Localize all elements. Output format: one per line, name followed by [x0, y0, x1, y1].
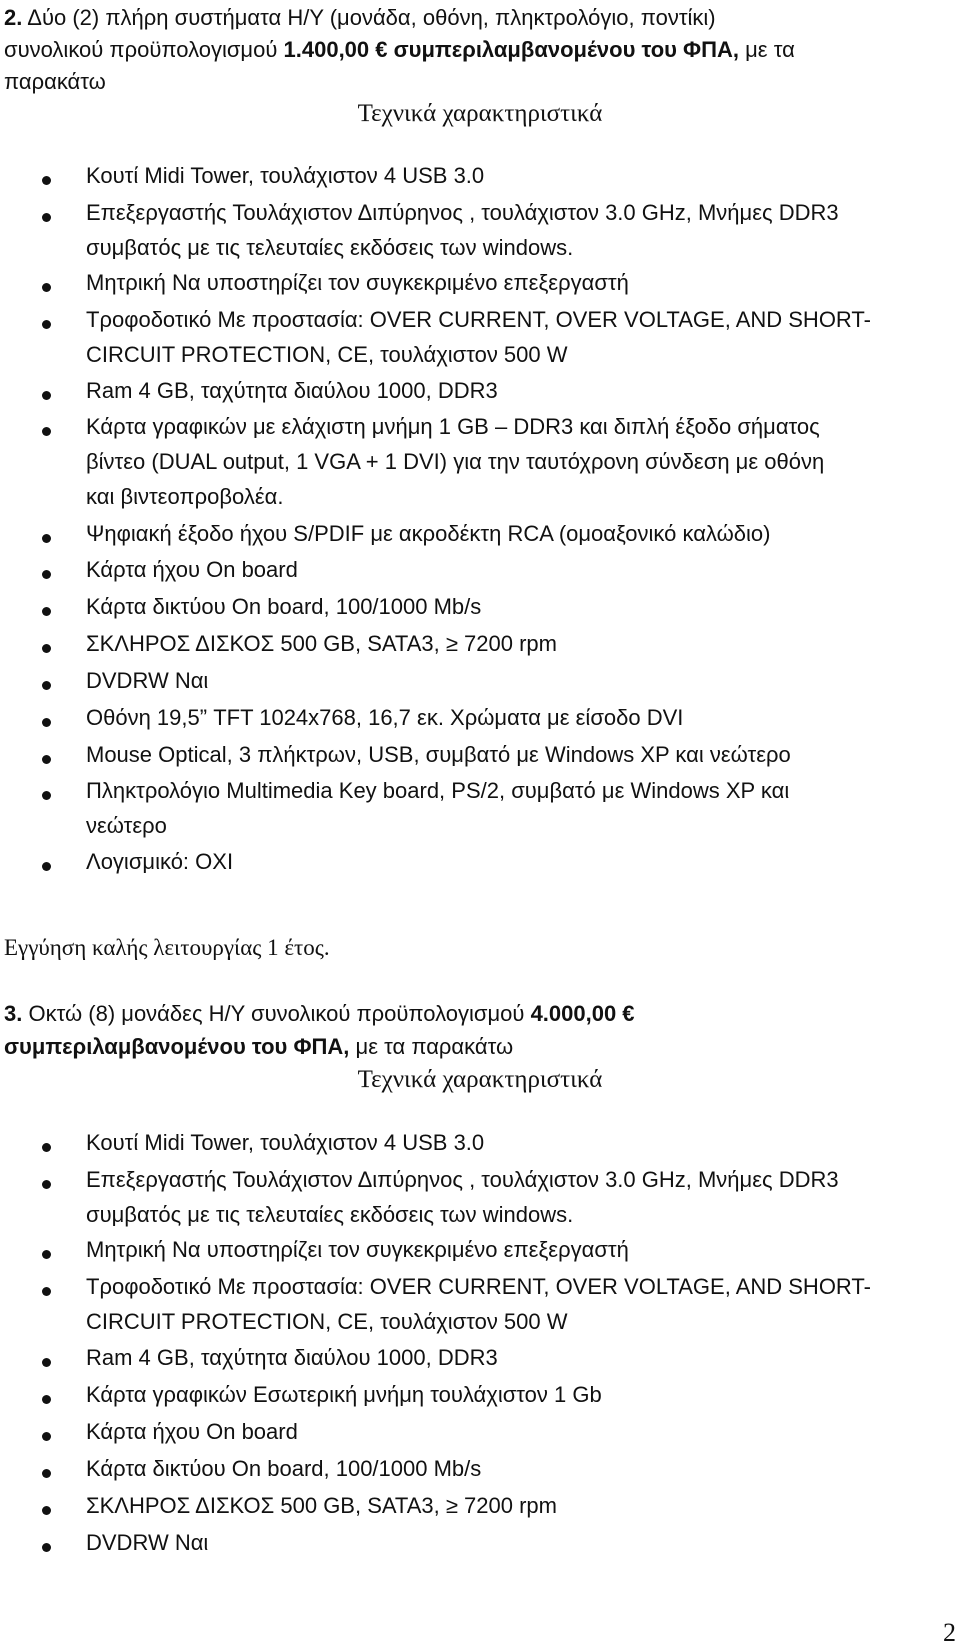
bullet-icon: [42, 1506, 51, 1515]
section3-budget-line: [4, 1031, 513, 1063]
bullet-icon: [42, 1469, 51, 1478]
section2-intro: Δύο (2) πλήρη συστήματα Η/Υ (μονάδα, οθόνη, πληκτρολόγιο, ποντίκι): [27, 5, 716, 30]
bullet-icon: [42, 644, 51, 653]
section2-heading: Τεχνικά χαρακτηριστικά: [357, 100, 603, 127]
section2-item: Πληκτρολόγιο Multimedia Key board, PS/2, συμβατό με Windows XP και: [86, 778, 790, 803]
bullet-icon: [42, 1543, 51, 1552]
bullet-icon: [42, 718, 51, 727]
bullet-icon: [42, 283, 51, 292]
bullet-icon: [42, 755, 51, 764]
section3-item: Κάρτα δικτύου On board, 100/1000 Mb/s: [86, 1456, 482, 1481]
section2-item-continuation: βίντεο (DUAL output, 1 VGA + 1 DVI) για την ταυτόχρονη σύνδεση με οθόνη: [86, 449, 825, 474]
section2-item: Ψηφιακή έξοδο ήχου S/PDIF με ακροδέκτη RCA (ομοαξονικό καλώδιο): [86, 521, 771, 546]
section3-budget-bold: συμπεριλαμβανομένου του ΦΠΑ,: [4, 1034, 350, 1059]
bullet-icon: [42, 1287, 51, 1296]
section3-budget-amount: 4.000,00 €: [530, 1001, 635, 1026]
section2-item: Κάρτα δικτύου On board, 100/1000 Mb/s: [86, 594, 482, 619]
bullet-icon: [42, 391, 51, 400]
section2-budget-amount: 1.400,00 € συμπεριλαμβανομένου του ΦΠΑ,: [283, 37, 739, 62]
section2-budget-prefix: συνολικού προϋπολογισμού: [4, 37, 278, 62]
section2-item: DVDRW Ναι: [86, 668, 209, 693]
bullet-icon: [42, 862, 51, 871]
section3-item: Τροφοδοτικό Με προστασία: OVER CURRENT, OVER VOLTAGE, AND SHORT-: [86, 1274, 871, 1299]
section2-item: Κάρτα ήχου On board: [86, 557, 298, 582]
section2-tail: παρακάτω: [4, 69, 106, 94]
section3-number: 3.: [4, 1001, 23, 1026]
bullet-icon: [42, 1395, 51, 1404]
section2-item: ΣΚΛΗΡΟΣ ΔΙΣΚΟΣ 500 GB, SATA3, ≥ 7200 rpm: [86, 631, 557, 656]
section2-item: Κουτί Midi Tower, τουλάχιστον 4 USB 3.0: [86, 163, 485, 188]
section2-number: 2.: [4, 5, 23, 30]
section2-budget-line: [4, 34, 795, 66]
bullet-icon: [42, 176, 51, 185]
bullet-icon: [42, 1180, 51, 1189]
section3-item: ΣΚΛΗΡΟΣ ΔΙΣΚΟΣ 500 GB, SATA3, ≥ 7200 rpm: [86, 1493, 557, 1518]
section3-heading: Τεχνικά χαρακτηριστικά: [357, 1066, 603, 1093]
section3-item-continuation: συμβατός με τις τελευταίες εκδόσεις των windows.: [86, 1202, 574, 1227]
bullet-icon: [42, 570, 51, 579]
section3-item: Ram 4 GB, ταχύτητα διαύλου 1000, DDR3: [86, 1345, 498, 1370]
section2-item: Λογισμικό: ΟΧΙ: [86, 849, 234, 874]
bullet-icon: [42, 607, 51, 616]
page-number: 2: [943, 1618, 956, 1647]
bullet-icon: [42, 1358, 51, 1367]
section3-item: Κάρτα γραφικών Εσωτερική μνήμη τουλάχιστον 1 Gb: [86, 1382, 602, 1407]
section3-intro-line: [4, 998, 635, 1030]
section2-item-continuation: CIRCUIT PROTECTION, CE, τουλάχιστον 500 W: [86, 342, 568, 367]
section2-item: Μητρική Να υποστηρίζει τον συγκεκριμένο επεξεργαστή: [86, 270, 629, 295]
section2-item: Ram 4 GB, ταχύτητα διαύλου 1000, DDR3: [86, 378, 498, 403]
bullet-icon: [42, 320, 51, 329]
bullet-icon: [42, 1143, 51, 1152]
section3-item-continuation: CIRCUIT PROTECTION, CE, τουλάχιστον 500 W: [86, 1309, 568, 1334]
bullet-icon: [42, 213, 51, 222]
section2-budget-suffix: με τα: [745, 37, 795, 62]
bullet-icon: [42, 791, 51, 800]
section2-item: Οθόνη 19,5” TFT 1024x768, 16,7 εκ. Χρώματα με είσοδο DVI: [86, 705, 684, 730]
bullet-icon: [42, 1250, 51, 1259]
section2-item: Τροφοδοτικό Με προστασία: OVER CURRENT, OVER VOLTAGE, AND SHORT-: [86, 307, 871, 332]
section2-item: Κάρτα γραφικών με ελάχιστη μνήμη 1 GB – DDR3 και διπλή έξοδο σήματος: [86, 414, 820, 439]
section2-item-continuation: συμβατός με τις τελευταίες εκδόσεις των windows.: [86, 235, 574, 260]
section3-budget-suffix: με τα παρακάτω: [355, 1034, 514, 1059]
section2-intro-line: [4, 2, 716, 34]
section3-item: DVDRW Ναι: [86, 1530, 209, 1555]
section3-item: Κουτί Midi Tower, τουλάχιστον 4 USB 3.0: [86, 1130, 485, 1155]
section3-intro: Οκτώ (8) μονάδες Η/Υ συνολικού προϋπολογισμού: [28, 1001, 525, 1026]
section3-item: Μητρική Να υποστηρίζει τον συγκεκριμένο επεξεργαστή: [86, 1237, 629, 1262]
section3-item: Επεξεργαστής Τουλάχιστον Διπύρηνος , τουλάχιστον 3.0 GHz, Μνήμες DDR3: [86, 1167, 839, 1192]
section2-warranty: Εγγύηση καλής λειτουργίας 1 έτος.: [4, 935, 330, 960]
section3-item: Κάρτα ήχου On board: [86, 1419, 298, 1444]
bullet-icon: [42, 427, 51, 436]
section2-item: Επεξεργαστής Τουλάχιστον Διπύρηνος , τουλάχιστον 3.0 GHz, Μνήμες DDR3: [86, 200, 839, 225]
bullet-icon: [42, 534, 51, 543]
bullet-icon: [42, 681, 51, 690]
section2-item-continuation: και βιντεοπροβολέα.: [86, 484, 284, 509]
section2-item-continuation: νεώτερο: [86, 813, 167, 838]
section2-item: Mouse Optical, 3 πλήκτρων, USB, συμβατό με Windows XP και νεώτερο: [86, 742, 791, 767]
bullet-icon: [42, 1432, 51, 1441]
